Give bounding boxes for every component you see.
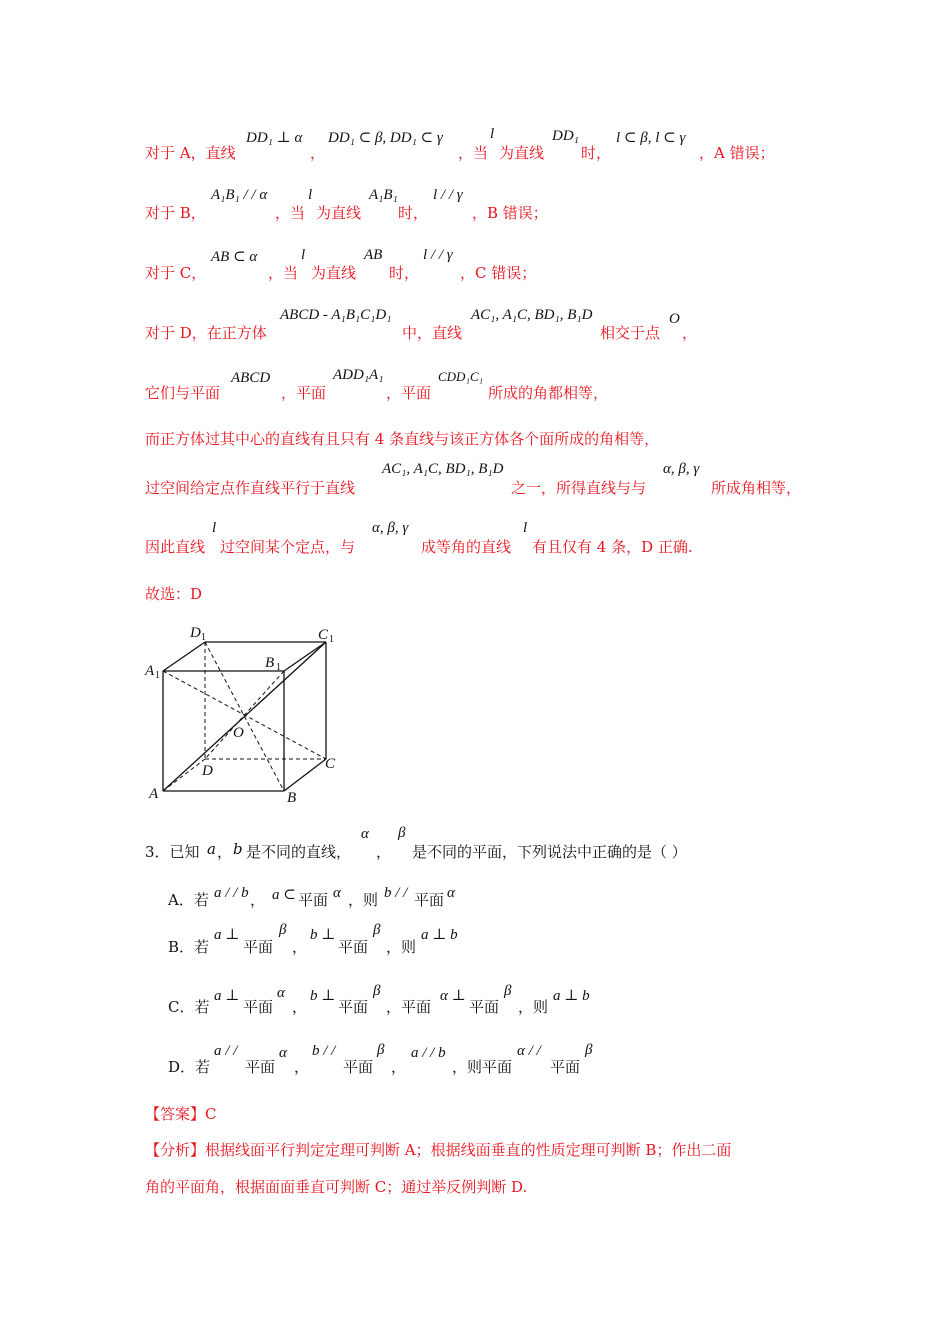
text: A．若 [168, 891, 209, 909]
text: 平面 [338, 998, 369, 1016]
label-d: D [202, 763, 213, 779]
math: O [669, 311, 680, 327]
text: 为直线 [499, 144, 545, 162]
text: ， [294, 1058, 310, 1076]
math: l [490, 126, 495, 142]
label-b1-sub: 1 [276, 662, 281, 673]
text: 平面 [243, 998, 274, 1016]
math: α [447, 885, 455, 901]
math: β [373, 922, 381, 938]
label-a1: A [145, 663, 155, 679]
math: b ⊥ [310, 927, 336, 943]
text: ，当 [275, 204, 306, 222]
label-d1-sub: 1 [201, 632, 206, 643]
label-c: C [325, 756, 336, 772]
math: a ⊥ [214, 927, 240, 943]
label-a1-sub: 1 [155, 670, 160, 681]
math: l [523, 520, 528, 536]
text: ， [292, 998, 308, 1016]
text: 中，直线 [402, 324, 463, 342]
math: ABCD - A₁B₁C₁D₁ [280, 307, 392, 323]
solution-choice: 故选：D [145, 585, 203, 603]
math: b / / [384, 885, 408, 901]
answer-label: 【答案】C [145, 1105, 217, 1123]
text: 所成的角都相等， [488, 384, 609, 402]
text: ， [310, 144, 326, 162]
text: ，当 [458, 144, 489, 162]
text: 为直线 [316, 204, 362, 222]
text: 是不同的平面，下列说法中正确的是（ ） [412, 843, 687, 861]
text: ，平面 [386, 998, 432, 1016]
text: ， [376, 843, 392, 861]
text: 过空间某个定点，与 [220, 538, 356, 556]
text: 平面 [469, 998, 500, 1016]
text: ，则平面 [452, 1058, 513, 1076]
text: 相交于点 [600, 324, 661, 342]
text: ，则 [518, 998, 549, 1016]
math: a ⊥ b [421, 927, 458, 943]
cube-figure [140, 615, 350, 810]
math: AC₁, A₁C, BD₁, B₁D [471, 307, 593, 323]
math: DD₁ ⊥ α [246, 130, 303, 146]
label-a: A [149, 786, 159, 802]
math: l / / γ [423, 247, 453, 263]
math: a ⊥ [214, 988, 240, 1004]
analysis-line-1: 【分析】根据线面平行判定定理可判断 A；根据线面垂直的性质定理可判断 B；作出二面 [145, 1141, 732, 1159]
label-c1-sub: 1 [329, 634, 334, 645]
math: l / / γ [433, 187, 463, 203]
label-b1: B [265, 655, 275, 671]
var-b: b [233, 840, 243, 858]
text: ，平面 [281, 384, 327, 402]
text: 平面 [414, 891, 445, 909]
math: DD₁ ⊂ β, DD₁ ⊂ γ [328, 130, 443, 146]
text: 对于 B， [145, 204, 206, 222]
math: β [377, 1042, 385, 1058]
text: 有且仅有 4 条，D 正确. [532, 538, 693, 556]
text: 是不同的直线， [246, 843, 352, 861]
label-d1: D [190, 625, 201, 641]
math: β [398, 825, 406, 841]
math: α, β, γ [372, 520, 409, 536]
math: AC₁, A₁C, BD₁, B₁D [382, 461, 504, 477]
text: ， [292, 938, 308, 956]
text: D．若 [168, 1058, 211, 1076]
math: a / / b [411, 1045, 446, 1061]
math: β [585, 1042, 593, 1058]
math: l ⊂ β, l ⊂ γ [616, 130, 686, 146]
text: 因此直线 [145, 538, 206, 556]
math: ADD₁A₁ [333, 367, 384, 383]
math: A₁B₁ / / α [211, 187, 268, 203]
text: ， [682, 324, 698, 342]
math: CDD₁C₁ [438, 369, 484, 384]
text: ，C 错误； [460, 264, 537, 282]
text: 对于 C， [145, 264, 207, 282]
math: α [333, 885, 341, 901]
math: β [504, 983, 512, 999]
label-b: B [287, 790, 297, 806]
text: C．若 [168, 998, 210, 1016]
text: 所成角相等， [711, 479, 802, 497]
math: l [301, 247, 306, 263]
math: A₁B₁ [369, 187, 398, 203]
math: a / / b [214, 885, 249, 901]
math: AB ⊂ α [211, 249, 258, 265]
math: l [308, 187, 313, 203]
math: α, β, γ [663, 461, 700, 477]
math: b / / [312, 1043, 336, 1059]
text: 成等角的直线 [421, 538, 512, 556]
math: ABCD [231, 370, 271, 386]
text: ，B 错误； [472, 204, 548, 222]
text: ， [250, 891, 266, 909]
text: ，A 错误； [699, 144, 775, 162]
math: a ⊥ b [553, 988, 590, 1004]
text: 为直线 [311, 264, 357, 282]
math: α / / [517, 1043, 541, 1059]
text: 对于 A，直线 [145, 144, 236, 162]
text: ，则 [386, 938, 417, 956]
math: b ⊥ [310, 988, 336, 1004]
math: AB [364, 247, 383, 263]
text: ， [217, 843, 233, 861]
text: 平面 [338, 938, 369, 956]
math: α [277, 985, 285, 1001]
text: 时， [398, 204, 429, 222]
math: DD₁ [552, 128, 579, 144]
text: 之一，所得直线与与 [511, 479, 647, 497]
math: α [361, 826, 369, 842]
text: ， [391, 1058, 407, 1076]
text: 对于 D，在正方体 [145, 324, 267, 342]
text: 平面 [550, 1058, 581, 1076]
text: 过空间给定点作直线平行于直线 [145, 479, 356, 497]
label-o: O [233, 725, 244, 741]
text: ，平面 [386, 384, 432, 402]
text: ，则 [348, 891, 379, 909]
text: 时， [389, 264, 420, 282]
math: β [279, 922, 287, 938]
text: 它们与平面 [145, 384, 221, 402]
math: α ⊥ [440, 988, 466, 1004]
text: 平面 [245, 1058, 276, 1076]
text: ，当 [268, 264, 299, 282]
text: 平面 [343, 1058, 374, 1076]
math: α [279, 1045, 287, 1061]
text: 平面 [298, 891, 329, 909]
text: B．若 [168, 938, 210, 956]
solution-line-f: 而正方体过其中心的直线有且只有 4 条直线与该正方体各个面所成的角相等， [145, 430, 660, 448]
math: β [373, 983, 381, 999]
text: 平面 [243, 938, 274, 956]
math: a ⊂ [272, 887, 296, 903]
math: a / / [214, 1043, 238, 1059]
var-a: a [207, 840, 216, 858]
analysis-line-2: 角的平面角，根据面面垂直可判断 C；通过举反例判断 D. [145, 1178, 528, 1196]
text: 3．已知 [145, 843, 200, 861]
math: l [212, 520, 217, 536]
text: 时， [581, 144, 612, 162]
label-c1: C [318, 627, 329, 643]
